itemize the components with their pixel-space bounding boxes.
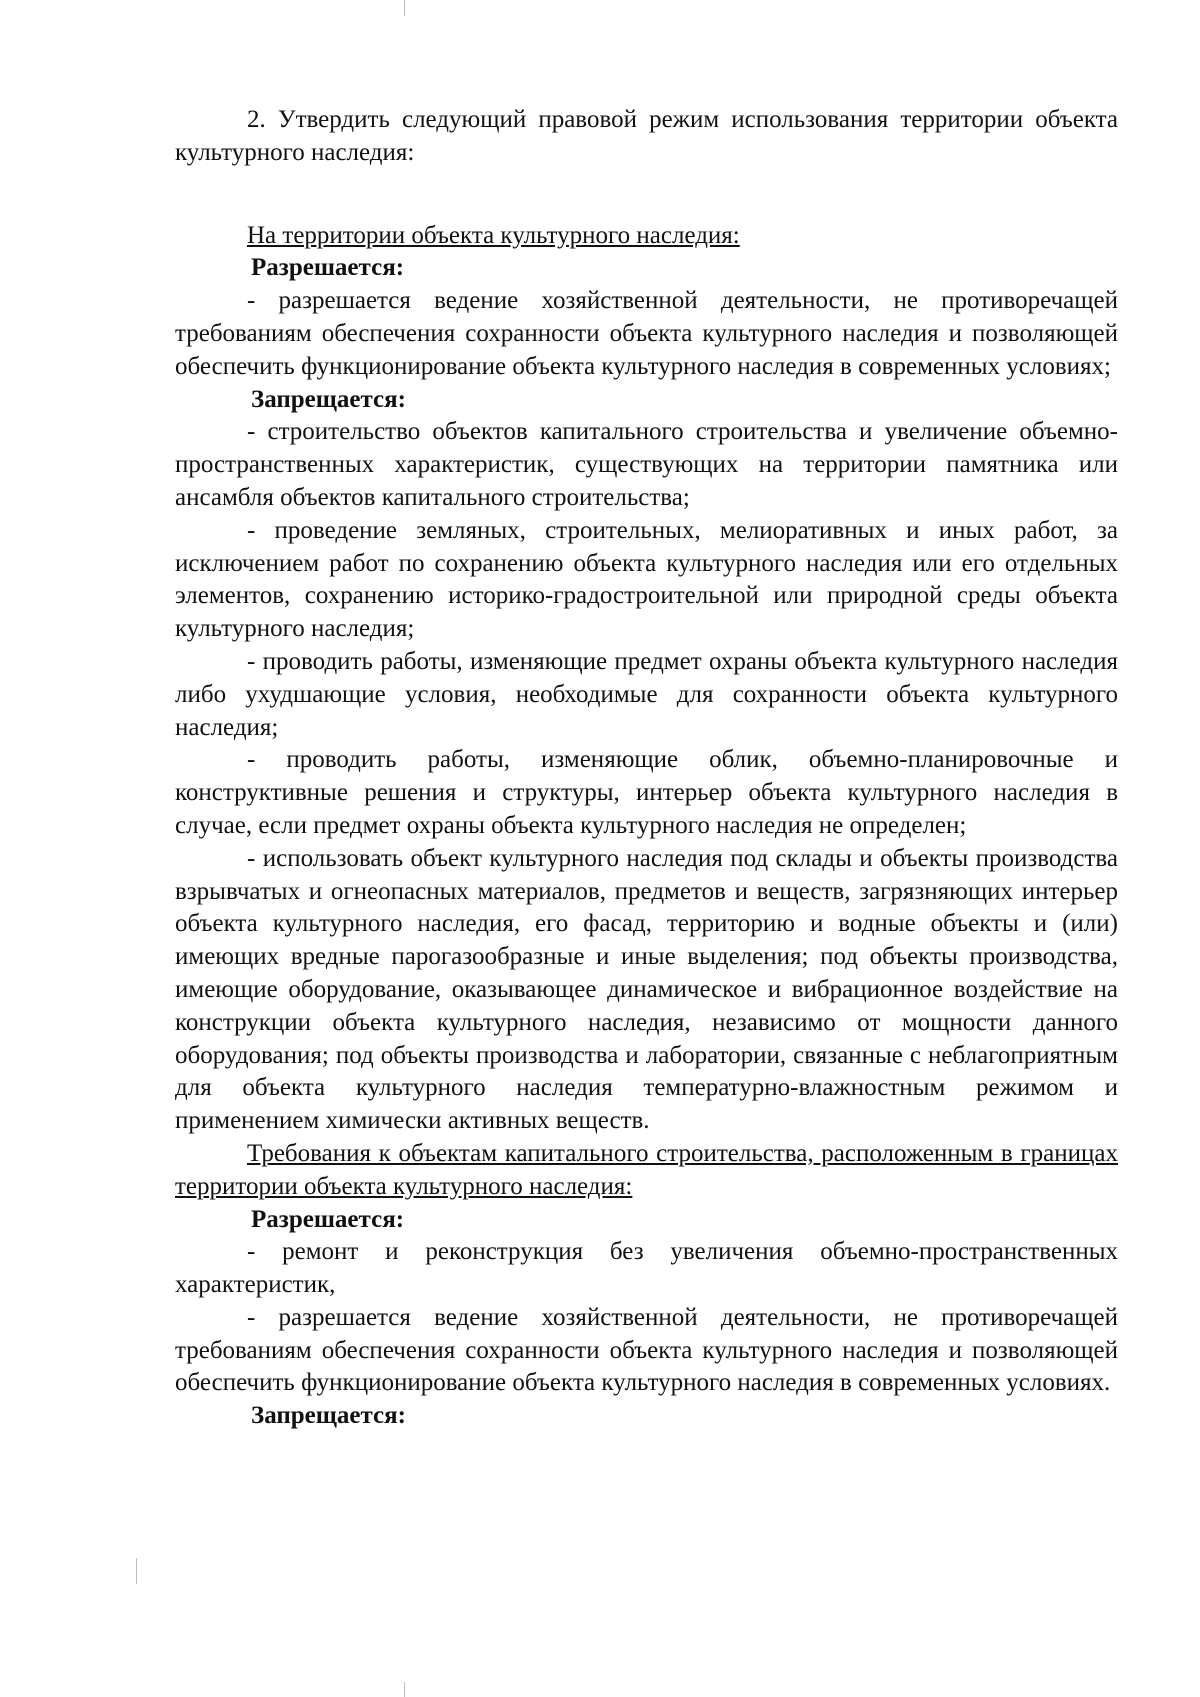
scan-margin-mark-top: [404, 0, 405, 16]
allowed-label: Разрешается:: [251, 254, 405, 282]
section-heading-territory: На территории объекта культурного наследия:: [247, 221, 740, 249]
spacer: [175, 170, 1118, 220]
allowed-item: - разрешается ведение хозяйственной деятельности, не противоречащей требованиям обеспечения сохранности объекта культурного наследия и позволяющей обеспечить функционирование объекта культурного наследия в современных условиях;: [175, 287, 1118, 380]
forbidden-item: - строительство объектов капитального строительства и увеличение объемно-пространственных характеристик, существующих на территории памятника или ансамбля объектов капитального строительства;: [175, 418, 1118, 511]
forbidden-label: Запрещается:: [251, 385, 407, 413]
forbidden-item: - проведение земляных, строительных, мелиоративных и иных работ, за исключением работ по сохранению объекта культурного наследия или его отдельных элементов, сохранению историко-градостроительной или природной среды объекта культурного наследия;: [175, 516, 1118, 643]
document-body: [175, 104, 1118, 1433]
forbidden-item: - проводить работы, изменяющие облик, объемно-планировочные и конструктивные решения и структуры, интерьер объекта культурного наследия в случае, если предмет охраны объекта культурного наследия не определен;: [175, 746, 1118, 839]
allowed-item: - ремонт и реконструкция без увеличения объемно-пространственных характеристик,: [175, 1238, 1118, 1299]
scan-margin-mark-left: [136, 1558, 137, 1584]
allowed-item: - разрешается ведение хозяйственной деятельности, не противоречащей требованиям обеспечения сохранности объекта культурного наследия и позволяющей обеспечить функционирование объекта культурного наследия в современных условиях.: [175, 1303, 1118, 1397]
scan-margin-mark-bottom: [404, 1682, 405, 1697]
section-heading-capital-objects: Требования к объектам капитального строительства, расположенным в границах территории объекта культурного наследия:: [175, 1139, 1118, 1200]
forbidden-item: - проводить работы, изменяющие предмет охраны объекта культурного наследия либо ухудшающие условия, необходимые для сохранности объекта культурного наследия;: [175, 647, 1118, 741]
clause-2: 2. Утвердить следующий правовой режим использования территории объекта культурного наследия:: [175, 106, 1118, 166]
forbidden-item: - использовать объект культурного наследия под склады и объекты производства взрывчатых и огнеопасных материалов, предметов и веществ, загрязняющих интерьер объекта культурного наследия, его фасад, территорию и водные объекты и (или) имеющих вредные парогазообразные и иные выделения; под объекты производства, имеющие оборудование, оказывающее динамическое и вибрационное воздействие на конструкции объекта культурного наследия, независимо от мощности данного оборудования; под объекты производства и лаборатории, связанные с неблагоприятным для объекта культурного наследия температурно-влажностным режимом и применением химически активных веществ.: [175, 844, 1118, 1135]
allowed-label: Разрешается:: [251, 1205, 405, 1233]
forbidden-label: Запрещается:: [251, 1402, 407, 1430]
